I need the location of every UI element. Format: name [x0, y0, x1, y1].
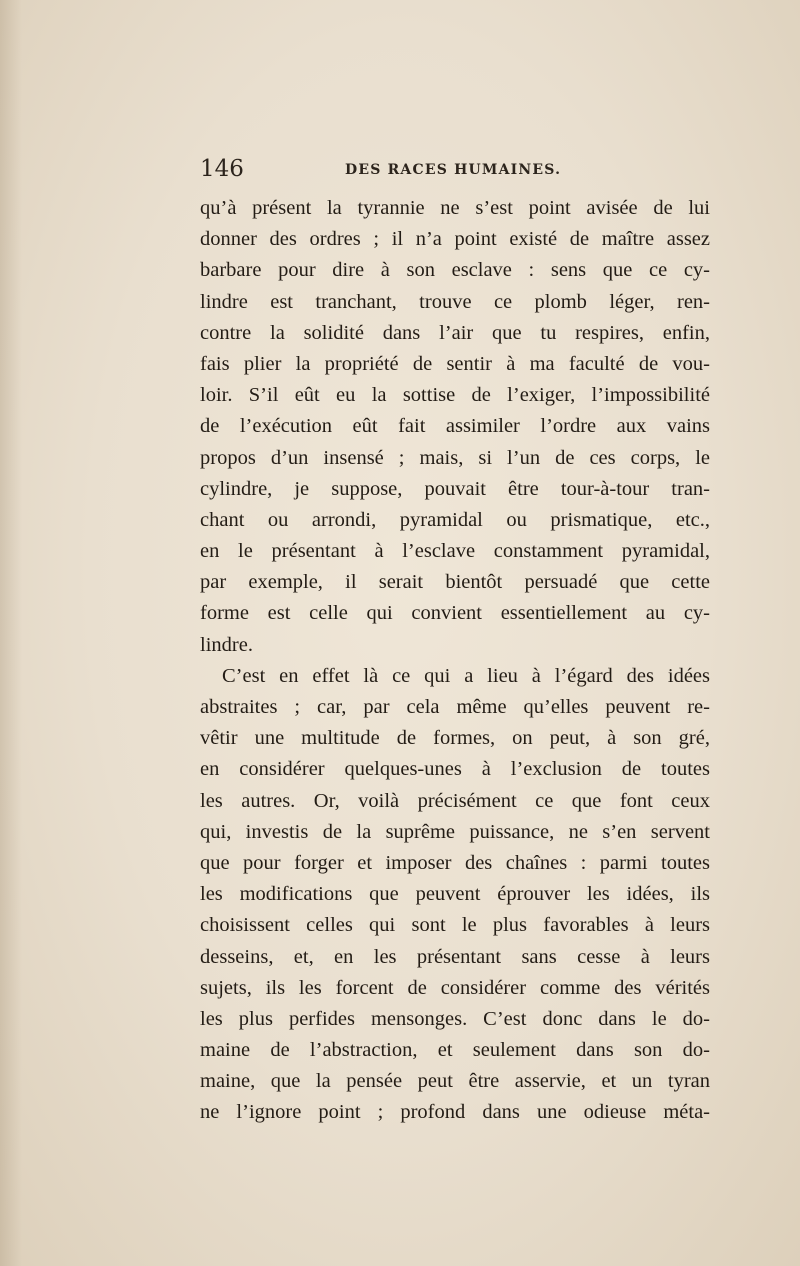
text-line: sujets, ils les forcent de considérer comme des vérités: [200, 976, 710, 999]
running-title: DES RACES HUMAINES.: [345, 162, 562, 178]
text-line: de l’exécution eût fait assimiler l’ordre aux vains: [200, 415, 710, 438]
text-line: les autres. Or, voilà précisément ce que font ceux: [200, 789, 710, 812]
text-line: cylindre, je suppose, pouvait être tour-à-tour tran-: [200, 477, 710, 500]
text-line: vêtir une multitude de formes, on peut, à son gré,: [200, 727, 710, 750]
text-line: forme est celle qui convient essentiellement au cy-: [200, 602, 710, 625]
page-header: [200, 152, 710, 192]
text-line: en le présentant à l’esclave constamment pyramidal,: [200, 540, 710, 563]
text-line: qui, investis de la suprême puissance, ne s’en servent: [200, 820, 710, 843]
text-line: propos d’un insensé ; mais, si l’un de ces corps, le: [200, 446, 710, 469]
text-line: par exemple, il serait bientôt persuadé que cette: [200, 571, 710, 594]
text-line: loir. S’il eût eu la sottise de l’exiger, l’impossibilité: [200, 384, 710, 407]
text-line: contre la solidité dans l’air que tu respires, enfin,: [200, 321, 710, 344]
text-line: lindre est tranchant, trouve ce plomb léger, ren-: [200, 290, 710, 313]
text-line: barbare pour dire à son esclave : sens que ce cy-: [200, 259, 710, 282]
text-line: fais plier la propriété de sentir à ma faculté de vou-: [200, 352, 710, 375]
body-text: [200, 193, 710, 1129]
text-line: les modifications que peuvent éprouver les idées, ils: [200, 883, 710, 906]
text-line: qu’à présent la tyrannie ne s’est point avisée de lui: [200, 197, 710, 219]
text-line: en considérer quelques-unes à l’exclusion de toutes: [200, 758, 710, 781]
text-line: que pour forger et imposer des chaînes : parmi toutes: [200, 851, 710, 874]
text-line: abstraites ; car, par cela même qu’elles peuvent re-: [200, 696, 710, 718]
page-number: 146: [200, 156, 244, 182]
text-line: donner des ordres ; il n’a point existé de maître assez: [200, 228, 710, 251]
text-line: les plus perfides mensonges. C’est donc dans le do-: [200, 1007, 710, 1030]
paragraph-start-line: C’est en effet là ce qui a lieu à l’égard des idées: [222, 664, 710, 687]
page-gutter-shadow: [0, 0, 22, 1266]
paragraph-end-line: lindre.: [200, 633, 253, 656]
text-line: choisissent celles qui sont le plus favorables à leurs: [200, 914, 710, 937]
text-line: maine de l’abstraction, et seulement dans son do-: [200, 1039, 710, 1062]
text-line: ne l’ignore point ; profond dans une odieuse méta-: [200, 1101, 710, 1124]
text-line: chant ou arrondi, pyramidal ou prismatique, etc.,: [200, 508, 710, 531]
text-line: desseins, et, en les présentant sans cesse à leurs: [200, 945, 710, 968]
text-line: maine, que la pensée peut être asservie, et un tyran: [200, 1070, 710, 1093]
